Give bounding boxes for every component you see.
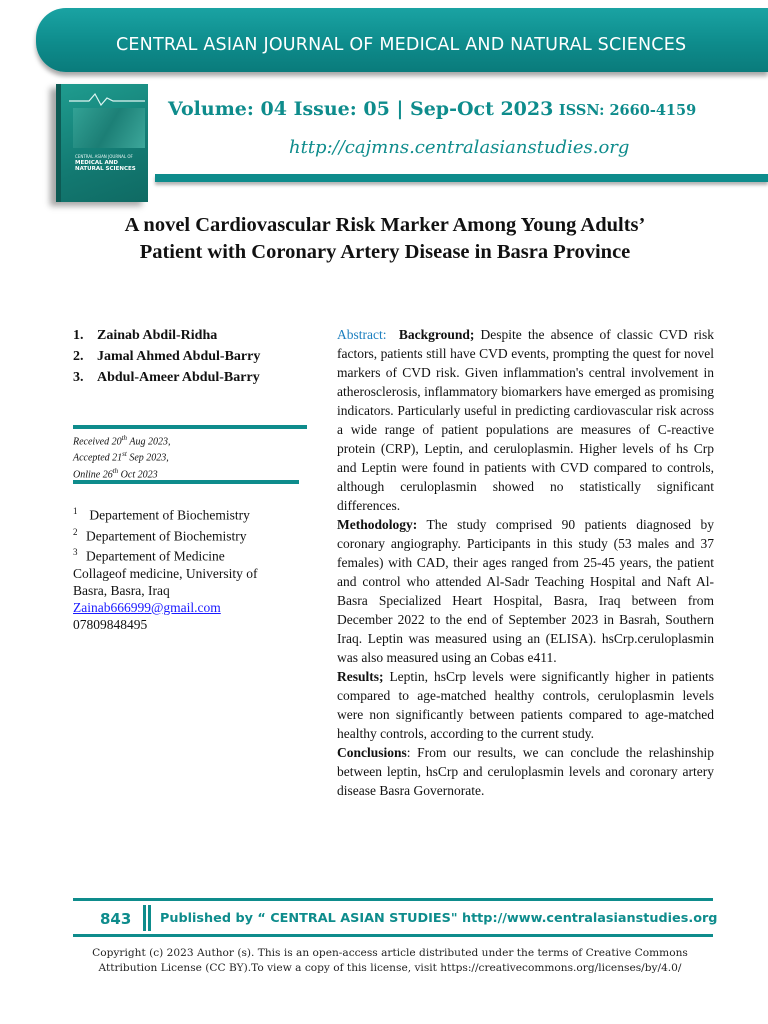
journal-url-link[interactable]: http://cajmns.centralasianstudies.org: [289, 137, 630, 158]
results-label: Results;: [337, 669, 384, 684]
cover-photo: [73, 108, 145, 148]
methodology-text: The study comprised 90 patients diagnosed by coronary angiography. Participants in this study (53 males and 37 females) with CAD, their ages ranged from 25-45 years, the patient and control who attended Al-Sadr Teaching Hospital and Naft Al-Basra Specialized Heart Hospital, Basra, Iraq between from December 2022 to the end of September 2023 in Basrah, Southern Iraq. Leptin was measured using an (ELISA). hsCrp.ceruloplasmin was also measured using an Cobas e411.: [337, 517, 714, 665]
affiliations: [73, 503, 303, 633]
footer-divider-top: [73, 898, 713, 901]
affiliation-3-cont: Collageof medicine, University of: [73, 565, 258, 581]
background-label: Background;: [398, 327, 475, 342]
author-item: 3. Abdul-Ameer Abdul-Barry: [73, 370, 260, 385]
author-name: Zainab Abdil-Ridha: [97, 328, 218, 343]
author-item: 1. Zainab Abdil-Ridha: [73, 328, 218, 343]
author-list: [73, 325, 260, 388]
article-title: [40, 212, 730, 266]
journal-banner: [36, 8, 768, 72]
abstract-methodology: [337, 515, 714, 667]
conclusions-label: Conclusions: [337, 745, 407, 760]
conclusions-text: : From our results, we can conclude the relashinship between leptin, hsCrp and ceruloplasmin levels and coronary artery disease Basra Governorate.: [337, 745, 714, 798]
publisher-line: Published by “ CENTRAL ASIAN STUDIES" http://www.centralasianstudies.org: [160, 911, 718, 926]
abstract-conclusions: [337, 743, 714, 800]
abstract-background: [337, 325, 714, 515]
heartbeat-icon: [69, 92, 145, 106]
received-date: Received 20th Aug 2023,: [73, 434, 171, 448]
article-dates: [73, 432, 170, 481]
results-text: Leptin, hsCrp levels were significantly higher in patients compared to age-matched healthy controls, ceruloplasmin levels were non significantly between patients compared to age-matched healthy controls, according to the current study.: [337, 669, 714, 741]
copyright-line2: Attribution License (CC BY).To view a copy of this license, visit https://creativecommons.org/licenses/by/4.0/: [98, 962, 682, 974]
cover-title: MEDICAL AND NATURAL SCIENCES: [75, 160, 136, 172]
affiliation-3-cont: Basra, Basra, Iraq: [73, 582, 170, 598]
footer-divider-bottom: [73, 934, 713, 937]
dates-divider-bottom: [73, 480, 299, 484]
volume-info-line: [168, 98, 696, 120]
copyright-line1: Copyright (c) 2023 Author (s). This is an open-access article distributed under the terms of Creative Commons: [92, 947, 688, 959]
author-name: Jamal Ahmed Abdul-Barry: [97, 349, 261, 364]
online-date: Online 26th Oct 2023: [73, 466, 158, 480]
abstract: [337, 325, 714, 800]
accepted-date: Accepted 21st Sep 2023,: [73, 450, 169, 464]
phone-number: 07809848495: [73, 616, 148, 632]
journal-title: CENTRAL ASIAN JOURNAL OF MEDICAL AND NATURAL SCIENCES: [116, 35, 687, 55]
email-link[interactable]: Zainab666999@gmail.com: [73, 599, 221, 615]
dates-divider-top: [73, 425, 307, 429]
page-number: 843: [100, 910, 132, 928]
volume-issue: Volume: 04 Issue: 05 | Sep-Oct 2023: [168, 98, 554, 120]
methodology-label: Methodology:: [337, 517, 418, 532]
abstract-results: [337, 667, 714, 743]
affiliation-2: $^2$ Departement of Biochemistry: [73, 526, 247, 543]
abstract-label: Abstract:: [337, 327, 387, 342]
affiliation-1: $^1$ Departement of Biochemistry: [73, 506, 250, 523]
author-item: 2. Jamal Ahmed Abdul-Barry: [73, 349, 261, 364]
article-title-line2: Patient with Coronary Artery Disease in Basra Province: [139, 241, 631, 263]
affiliation-3: $^3$ Departement of Medicine: [73, 547, 225, 564]
article-title-line1: A novel Cardiovascular Risk Marker Among Young Adults’: [124, 214, 646, 236]
header-divider: [155, 174, 768, 182]
issn: ISSN: 2660-4159: [558, 102, 697, 119]
author-name: Abdul-Ameer Abdul-Barry: [97, 370, 260, 385]
cover-subtitle: CENTRAL ASIAN JOURNAL OF: [75, 154, 133, 159]
footer-bar: [143, 905, 146, 931]
copyright-notice: [60, 946, 720, 976]
footer-bar: [148, 905, 151, 931]
cover-book: [56, 84, 148, 202]
journal-cover-image: [50, 84, 150, 202]
background-text: Despite the absence of classic CVD risk factors, patients still have CVD events, prompting the quest for novel markers of CVD risk. Given inflammation's central involvement in atherosclerosis, inflammatory biomarkers have emerged as promising indicators. Particularly useful in predicting cardiovascular risk across a wide range of patient populations are measures of C-reactive protein (CRP), Leptin, and ceruloplasmin. Higher levels of hs Crp and Leptin were found in patients with CVD compared to controls, although ceruloplasmin showed no statistically significant differences.: [337, 327, 715, 513]
